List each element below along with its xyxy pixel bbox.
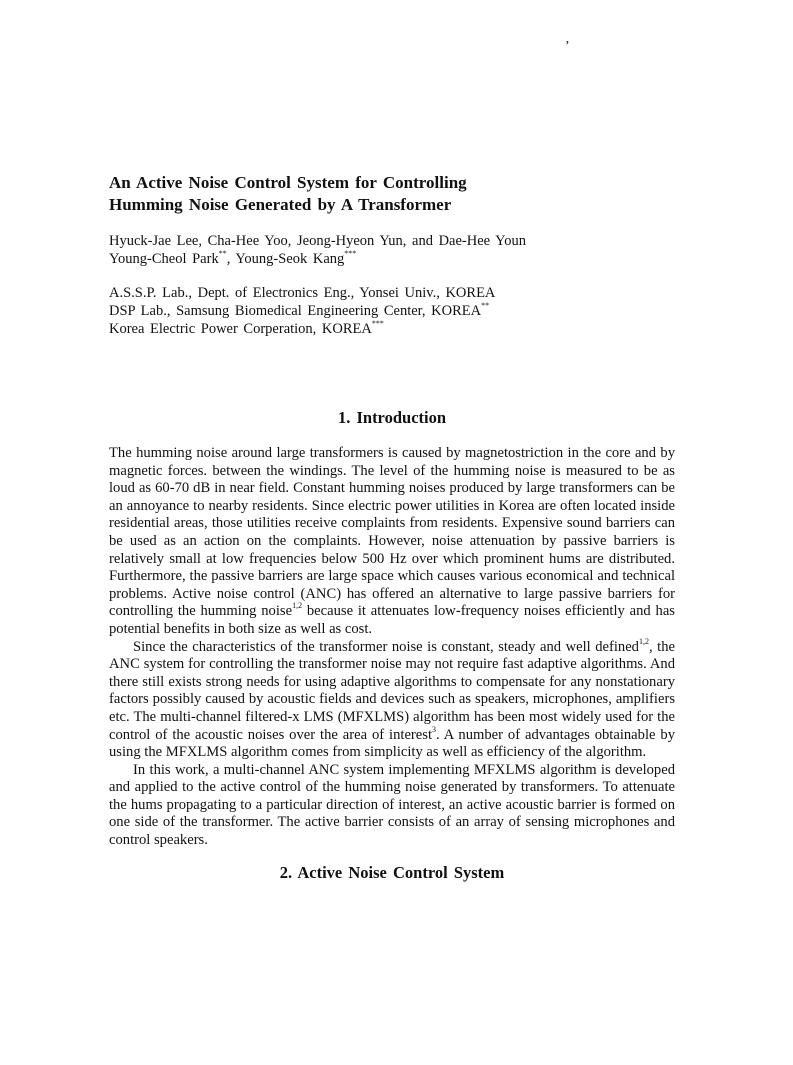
- author-line-2: [109, 250, 675, 268]
- affiliation-samsung: DSP Lab., Samsung Biomedical Engineering Center, KOREA: [109, 303, 482, 319]
- author-line-1: [109, 232, 675, 250]
- affiliation-kepco-mark: ***: [371, 319, 384, 328]
- intro-paragraph-2-text-c: . A number of advantages obtainable by using the MFXLMS algorithm comes from simplicity as well as efficiency of the algorithm.: [109, 726, 675, 761]
- citation-ref: 1,2: [292, 601, 303, 611]
- intro-paragraph-2-text-a: Since the characteristics of the transformer noise is constant, steady and well defined: [133, 638, 639, 655]
- author-kang-mark: ***: [344, 249, 357, 258]
- author-park: Young-Cheol Park: [109, 251, 219, 267]
- title-line-1: An Active Noise Control System for Controlling: [109, 173, 467, 192]
- author-park-mark: **: [218, 249, 227, 258]
- introduction-body: [109, 445, 675, 850]
- affiliation-line-2: [109, 302, 675, 320]
- intro-paragraph-2: [109, 636, 675, 762]
- section-heading-active-noise-control-system: 2. Active Noise Control System: [279, 862, 505, 882]
- affiliation-kepco: Korea Electric Power Corperation, KOREA: [109, 321, 372, 337]
- intro-paragraph-1-text-a: The humming noise around large transformers is caused by magnetostriction in the core and by magnetic forces. between the windings. The level of the humming noise is measured to be as loud as 60-70 dB in near field. Constant humming noises produced by large transformers can be an annoyance to nearby residents. Since electric power utilities in Korea are often located inside residential areas, those utilities receive complaints from residents. Expensive sound barriers can be used as an action on the complaints. However, noise attenuation by passive barriers is relatively small at low frequencies below 500 Hz over which prominent hums are distributed. Furthermore, the passive barriers are large space which causes various economical and technical problems. Active noise control (ANC) has offered an alternative to large passive barriers for controlling the humming noise: [109, 445, 675, 620]
- author-list: [109, 232, 675, 268]
- section-heading-introduction: 1. Introduction: [337, 408, 447, 427]
- paper-title: [109, 172, 675, 216]
- title-line-2: Humming Noise Generated by A Transformer: [109, 195, 452, 214]
- intro-paragraph-2-text-b: , the ANC system for controlling the transformer noise may not require fast adaptive algorithms. And there still exists strong needs for using adaptive algorithms to compensate for any nonstationary factors possibly caused by acoustic fields and devices such as speakers, microphones, amplifiers etc. The multi-channel filtered-x LMS (MFXLMS) algorithm has been most widely used for the control of the acoustic noises over the area of interest: [109, 638, 675, 743]
- affiliation-line-1: A.S.S.P. Lab., Dept. of Electronics Eng., Yonsei Univ., KOREA: [109, 285, 496, 301]
- intro-paragraph-1-text-b: because it attenuates low-frequency noises efficiently and has potential benefits in both size as well as cost.: [109, 603, 675, 637]
- intro-paragraph-1: [109, 445, 675, 639]
- affiliation-list: [109, 284, 675, 338]
- paper-page: [109, 172, 675, 883]
- citation-ref: 3: [432, 724, 436, 734]
- author-kang: , Young-Seok Kang: [226, 251, 345, 267]
- citation-ref: 1,2: [638, 636, 649, 646]
- stray-mark: ’: [565, 39, 570, 54]
- intro-paragraph-3: In this work, a multi-channel ANC system implementing MFXLMS algorithm is developed and applied to the active control of the humming noise generated by transformers. To attenuate the hums propagating to a particular direction of interest, an active acoustic barrier is formed on one side of the transformer. The active barrier consists of an array of sensing microphones and control speakers.: [109, 761, 675, 849]
- author-line-1-text: Hyuck-Jae Lee, Cha-Hee Yoo, Jeong-Hyeon Yun, and Dae-Hee Youn: [109, 233, 526, 249]
- affiliation-line-3: [109, 320, 675, 338]
- affiliation-samsung-mark: **: [481, 301, 490, 310]
